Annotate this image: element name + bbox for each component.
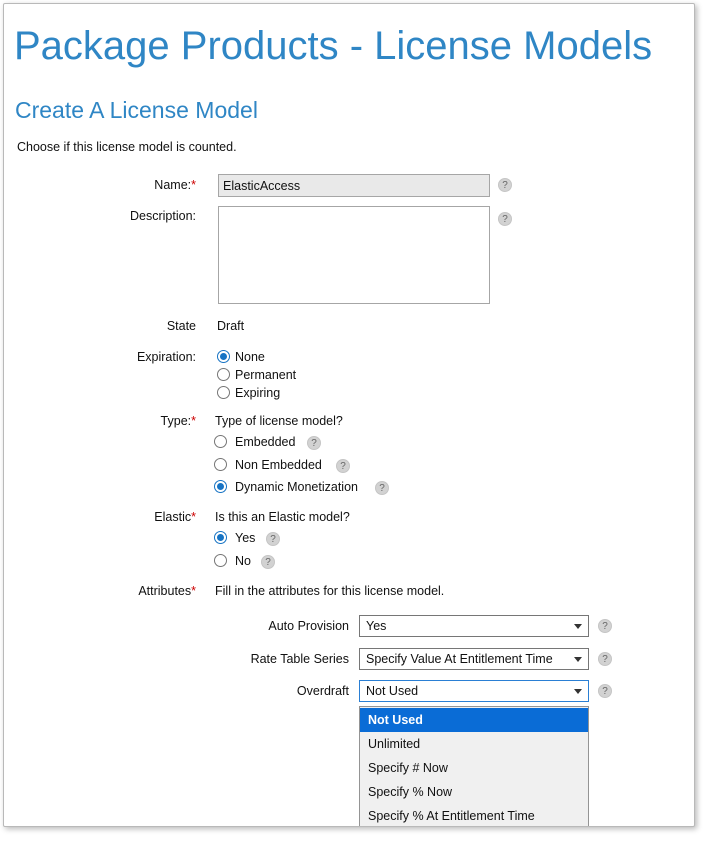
expiration-radio-expiring[interactable] (217, 386, 230, 399)
overdraft-option-not-used[interactable]: Not Used (360, 708, 588, 732)
overdraft-help-icon[interactable]: ? (598, 684, 612, 698)
rate-table-series-value: Specify Value At Entitlement Time (366, 652, 553, 666)
overdraft-select[interactable] (359, 680, 589, 702)
type-label-non-embedded[interactable]: Non Embedded (235, 458, 322, 472)
expiration-label-none[interactable]: None (235, 350, 265, 364)
expiration-label-permanent[interactable]: Permanent (235, 368, 297, 382)
description-help-icon[interactable]: ? (498, 212, 512, 226)
attributes-label: Attributes* (138, 584, 196, 598)
type-label-embedded[interactable]: Embedded (235, 435, 296, 449)
overdraft-option-unlimited[interactable]: Unlimited (368, 737, 421, 751)
elastic-radio-yes[interactable] (214, 531, 227, 544)
type-non-embedded-help-icon[interactable]: ? (336, 459, 350, 473)
elastic-radio-no[interactable] (214, 554, 227, 567)
elastic-label-no[interactable]: No (235, 554, 251, 568)
type-radio-embedded[interactable] (214, 435, 227, 448)
page-title: Package Products - License Models (14, 24, 653, 68)
overdraft-dropdown-list[interactable] (359, 706, 589, 827)
type-radio-dynamic-monetization[interactable] (214, 480, 227, 493)
elastic-note: Is this an Elastic model? (215, 510, 350, 524)
rate-table-series-select[interactable] (359, 648, 589, 670)
type-embedded-help-icon[interactable]: ? (307, 436, 321, 450)
section-title: Create A License Model (15, 97, 258, 123)
description-textarea[interactable] (218, 206, 490, 304)
overdraft-option-specify-percent-now[interactable]: Specify % Now (368, 785, 453, 799)
elastic-required-marker: * (191, 510, 196, 524)
auto-provision-label: Auto Provision (268, 619, 349, 633)
type-label-dynamic-monetization[interactable]: Dynamic Monetization (235, 480, 358, 494)
elastic-label: Elastic* (154, 510, 196, 524)
type-note: Type of license model? (215, 414, 343, 428)
overdraft-value: Not Used (366, 684, 419, 698)
name-label: Name:* (154, 178, 196, 192)
state-label: State (166, 319, 196, 333)
rate-table-series-help-icon[interactable]: ? (598, 652, 612, 666)
attributes-required-marker: * (191, 584, 196, 598)
expiration-radio-permanent[interactable] (217, 368, 230, 381)
name-help-icon[interactable]: ? (498, 178, 512, 192)
attributes-note: Fill in the attributes for this license model. (215, 584, 445, 598)
elastic-yes-help-icon[interactable]: ? (266, 532, 280, 546)
type-label: Type:* (160, 414, 196, 428)
overdraft-option-specify-percent-at-entitlement-time[interactable]: Specify % At Entitlement Time (368, 809, 535, 823)
chevron-down-icon (574, 624, 582, 629)
description-label: Description: (130, 209, 196, 223)
type-dynamic-monetization-help-icon[interactable]: ? (375, 481, 389, 495)
name-input[interactable] (218, 174, 490, 197)
chevron-down-icon (574, 689, 582, 694)
page-frame (3, 3, 695, 827)
expiration-radio-none[interactable] (217, 350, 230, 363)
intro-text: Choose if this license model is counted. (17, 140, 237, 154)
auto-provision-help-icon[interactable]: ? (598, 619, 612, 633)
elastic-no-help-icon[interactable]: ? (261, 555, 275, 569)
auto-provision-select[interactable] (359, 615, 589, 637)
name-required-marker: * (191, 178, 196, 192)
chevron-down-icon (574, 657, 582, 662)
overdraft-label: Overdraft (296, 684, 349, 698)
elastic-label-yes[interactable]: Yes (235, 531, 256, 545)
rate-table-series-label: Rate Table Series (250, 652, 349, 666)
state-value: Draft (217, 319, 245, 333)
auto-provision-value: Yes (366, 619, 387, 633)
expiration-label-expiring[interactable]: Expiring (235, 386, 281, 400)
type-required-marker: * (191, 414, 196, 428)
overdraft-option-specify-number-now[interactable]: Specify # Now (368, 761, 448, 775)
expiration-label: Expiration: (136, 350, 196, 364)
type-radio-non-embedded[interactable] (214, 458, 227, 471)
